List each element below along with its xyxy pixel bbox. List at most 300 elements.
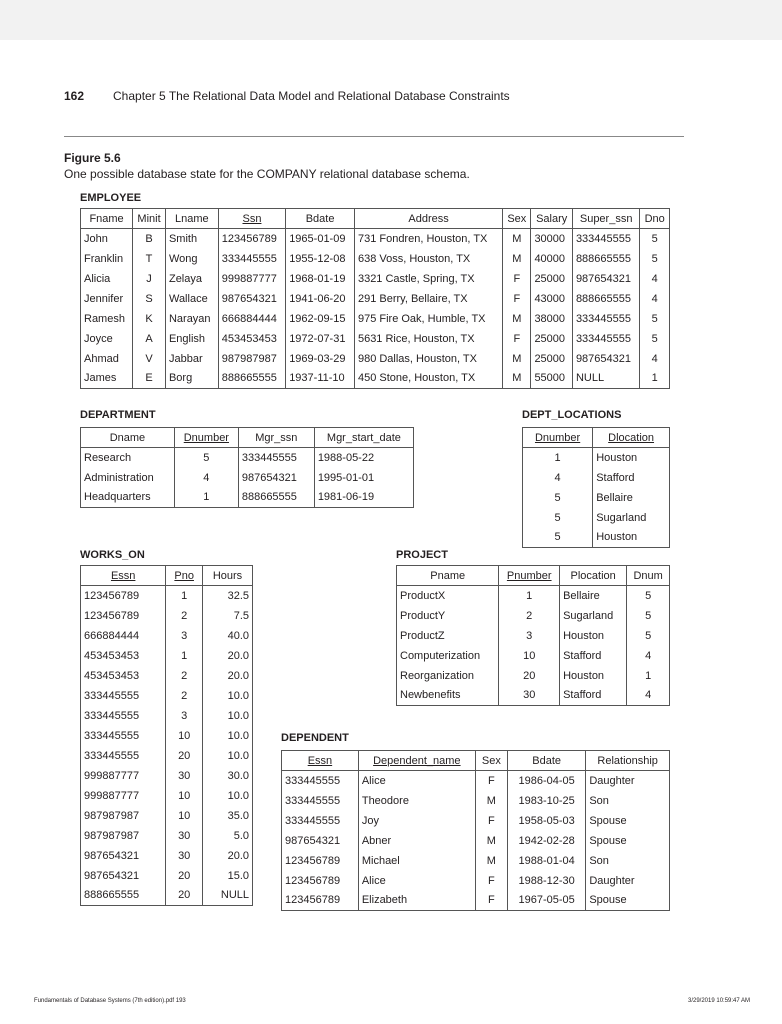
table-cell: 2 [166, 666, 203, 686]
table-cell: 1937-11-10 [286, 369, 355, 389]
table-cell: 453453453 [81, 646, 166, 666]
column-header: Bdate [507, 751, 585, 771]
table-cell: Ahmad [81, 349, 133, 369]
table-cell: 333445555 [81, 726, 166, 746]
table-cell: 5 [627, 606, 670, 626]
table-row [81, 646, 253, 666]
table-cell: 333445555 [572, 229, 639, 249]
table-cell: F [503, 289, 531, 309]
table-cell: 333445555 [282, 791, 359, 811]
table-cell: Smith [165, 229, 218, 249]
header-row [397, 566, 670, 586]
table-cell: Jabbar [165, 349, 218, 369]
table-cell: Joy [358, 811, 475, 831]
header-row [81, 566, 253, 586]
table-cell: 333445555 [572, 329, 639, 349]
column-header: Super_ssn [572, 209, 639, 229]
table-cell: 30 [499, 686, 560, 706]
table-cell: F [475, 891, 507, 911]
table-row [81, 746, 253, 766]
table-cell: 123456789 [282, 851, 359, 871]
column-header: Pname [397, 566, 499, 586]
table-cell: 1 [166, 586, 203, 606]
table-cell: Spouse [586, 811, 670, 831]
table-cell: 43000 [531, 289, 573, 309]
table-row [81, 886, 253, 906]
table-cell: Houston [593, 448, 670, 468]
table-cell: M [475, 851, 507, 871]
table-cell: F [475, 771, 507, 791]
table-row [523, 488, 670, 508]
table-cell: 2 [499, 606, 560, 626]
dependent-table [281, 750, 670, 911]
table-cell: 987654321 [81, 866, 166, 886]
table-cell: 1988-01-04 [507, 851, 585, 871]
table-row [397, 686, 670, 706]
table-cell: 1941-06-20 [286, 289, 355, 309]
table-cell: 5.0 [202, 826, 252, 846]
table-cell: 10.0 [202, 706, 252, 726]
table-cell: 1981-06-19 [314, 488, 413, 508]
table-cell: 4 [627, 646, 670, 666]
table-cell: 10.0 [202, 746, 252, 766]
table-cell: M [503, 369, 531, 389]
table-row [81, 488, 414, 508]
table-cell: Daughter [586, 771, 670, 791]
table-cell: 4 [640, 269, 670, 289]
table-cell: Spouse [586, 891, 670, 911]
table-cell: Ramesh [81, 309, 133, 329]
header-row [81, 209, 670, 229]
table-cell: James [81, 369, 133, 389]
column-header: Ssn [218, 209, 285, 229]
column-header: Dnumber [523, 428, 593, 448]
table-cell: S [133, 289, 166, 309]
table-cell: 1942-02-28 [507, 831, 585, 851]
table-cell: Jennifer [81, 289, 133, 309]
table-cell: Bellaire [560, 586, 627, 606]
table-row [81, 468, 414, 488]
table-cell: 30 [166, 826, 203, 846]
table-cell: V [133, 349, 166, 369]
table-cell: 1 [627, 666, 670, 686]
table-cell: F [503, 329, 531, 349]
table-cell: 3 [499, 626, 560, 646]
column-header: Essn [81, 566, 166, 586]
table-cell: 7.5 [202, 606, 252, 626]
table-cell: 1988-05-22 [314, 448, 413, 468]
table-cell: 10.0 [202, 686, 252, 706]
table-row [397, 586, 670, 606]
table-cell: Michael [358, 851, 475, 871]
table-cell: 638 Voss, Houston, TX [354, 249, 502, 269]
table-row [81, 349, 670, 369]
table-cell: Headquarters [81, 488, 175, 508]
works-on-title: WORKS_ON [80, 549, 145, 561]
table-row [81, 586, 253, 606]
table-cell: Houston [560, 626, 627, 646]
table-row [81, 329, 670, 349]
table-cell: 20.0 [202, 666, 252, 686]
table-cell: 1986-04-05 [507, 771, 585, 791]
table-cell: 5 [523, 528, 593, 548]
table-cell: 30000 [531, 229, 573, 249]
table-cell: 987654321 [238, 468, 314, 488]
table-cell: Borg [165, 369, 218, 389]
table-row [523, 508, 670, 528]
table-cell: 333445555 [81, 686, 166, 706]
table-cell: 666884444 [81, 626, 166, 646]
project-table [396, 565, 670, 706]
table-cell: 1962-09-15 [286, 309, 355, 329]
table-cell: 888665555 [572, 249, 639, 269]
table-cell: 25000 [531, 329, 573, 349]
table-row [81, 786, 253, 806]
table-row [81, 249, 670, 269]
table-cell: 4 [523, 468, 593, 488]
table-cell: 5 [523, 488, 593, 508]
table-cell: 987654321 [572, 349, 639, 369]
table-row [81, 866, 253, 886]
figure-label: Figure 5.6 [64, 151, 121, 165]
table-cell: M [503, 309, 531, 329]
department-table [80, 427, 414, 508]
table-cell: M [503, 229, 531, 249]
table-cell: 15.0 [202, 866, 252, 886]
table-cell: 10 [166, 806, 203, 826]
table-cell: 32.5 [202, 586, 252, 606]
table-row [397, 606, 670, 626]
table-cell: 987987987 [218, 349, 285, 369]
table-cell: 731 Fondren, Houston, TX [354, 229, 502, 249]
table-cell: 25000 [531, 269, 573, 289]
table-cell: 333445555 [572, 309, 639, 329]
table-cell: Sugarland [560, 606, 627, 626]
table-cell: 888665555 [218, 369, 285, 389]
document-page [0, 40, 782, 1024]
table-cell: Research [81, 448, 175, 468]
table-cell: 1968-01-19 [286, 269, 355, 289]
column-header: Dlocation [593, 428, 670, 448]
table-cell: 123456789 [282, 891, 359, 911]
table-cell: 1988-12-30 [507, 871, 585, 891]
dependent-title: DEPENDENT [281, 732, 349, 744]
table-cell: 5 [627, 586, 670, 606]
header-row [81, 428, 414, 448]
table-cell: 999887777 [218, 269, 285, 289]
project-title: PROJECT [396, 549, 448, 561]
table-cell: Alice [358, 871, 475, 891]
table-cell: J [133, 269, 166, 289]
table-cell: F [503, 269, 531, 289]
column-header: Dname [81, 428, 175, 448]
table-row [81, 229, 670, 249]
table-cell: Daughter [586, 871, 670, 891]
dept-locations-title: DEPT_LOCATIONS [522, 409, 622, 421]
table-cell: 3 [166, 626, 203, 646]
table-cell: 1955-12-08 [286, 249, 355, 269]
table-cell: 999887777 [81, 786, 166, 806]
table-row [282, 831, 670, 851]
table-cell: T [133, 249, 166, 269]
table-cell: 1958-05-03 [507, 811, 585, 831]
table-cell: John [81, 229, 133, 249]
table-cell: Newbenefits [397, 686, 499, 706]
column-header: Lname [165, 209, 218, 229]
table-cell: 10.0 [202, 726, 252, 746]
table-cell: 1 [499, 586, 560, 606]
table-cell: F [475, 871, 507, 891]
table-cell: Zelaya [165, 269, 218, 289]
table-row [81, 806, 253, 826]
table-cell: 1972-07-31 [286, 329, 355, 349]
table-row [81, 686, 253, 706]
table-cell: 5631 Rice, Houston, TX [354, 329, 502, 349]
column-header: Plocation [560, 566, 627, 586]
table-cell: 1967-05-05 [507, 891, 585, 911]
table-cell: 888665555 [572, 289, 639, 309]
table-row [81, 269, 670, 289]
table-row [282, 851, 670, 871]
table-row [523, 528, 670, 548]
table-cell: 30.0 [202, 766, 252, 786]
table-cell: Son [586, 851, 670, 871]
table-cell: K [133, 309, 166, 329]
table-row [81, 826, 253, 846]
table-cell: 4 [640, 349, 670, 369]
table-cell: 4 [174, 468, 238, 488]
table-cell: 20.0 [202, 846, 252, 866]
table-cell: 3321 Castle, Spring, TX [354, 269, 502, 289]
employee-table [80, 208, 670, 389]
table-row [81, 606, 253, 626]
table-cell: 123456789 [282, 871, 359, 891]
table-cell: ProductX [397, 586, 499, 606]
table-cell: 40.0 [202, 626, 252, 646]
table-row [282, 771, 670, 791]
table-cell: 1 [174, 488, 238, 508]
table-cell: NULL [572, 369, 639, 389]
table-cell: 987654321 [81, 846, 166, 866]
table-row [81, 309, 670, 329]
table-cell: 20 [166, 886, 203, 906]
table-cell: 10 [166, 726, 203, 746]
column-header: Address [354, 209, 502, 229]
table-cell: 450 Stone, Houston, TX [354, 369, 502, 389]
table-cell: 2 [166, 686, 203, 706]
table-cell: Wallace [165, 289, 218, 309]
column-header: Dno [640, 209, 670, 229]
column-header: Pno [166, 566, 203, 586]
table-cell: 123456789 [81, 606, 166, 626]
table-cell: A [133, 329, 166, 349]
table-row [81, 369, 670, 389]
table-cell: Spouse [586, 831, 670, 851]
table-cell: 1 [523, 448, 593, 468]
table-cell: Administration [81, 468, 175, 488]
table-cell: Franklin [81, 249, 133, 269]
chapter-title: Chapter 5 The Relational Data Model and Relational Database Constraints [113, 89, 510, 103]
table-cell: 333445555 [282, 771, 359, 791]
table-cell: 333445555 [282, 811, 359, 831]
header-row [523, 428, 670, 448]
footer-left: Fundamentals of Database Systems (7th edition).pdf 193 [34, 998, 186, 1004]
table-cell: Theodore [358, 791, 475, 811]
table-cell: Alice [358, 771, 475, 791]
table-cell: 5 [640, 329, 670, 349]
table-cell: 1 [166, 646, 203, 666]
table-cell: 20.0 [202, 646, 252, 666]
table-cell: 333445555 [81, 706, 166, 726]
table-cell: 666884444 [218, 309, 285, 329]
table-cell: 35.0 [202, 806, 252, 826]
table-cell: 20 [499, 666, 560, 686]
works-on-table [80, 565, 253, 906]
table-cell: Houston [560, 666, 627, 686]
column-header: Minit [133, 209, 166, 229]
table-cell: 999887777 [81, 766, 166, 786]
table-cell: 38000 [531, 309, 573, 329]
column-header: Salary [531, 209, 573, 229]
dept-locations-table [522, 427, 670, 548]
table-cell: 1965-01-09 [286, 229, 355, 249]
table-row [81, 726, 253, 746]
table-cell: 30 [166, 846, 203, 866]
column-header: Fname [81, 209, 133, 229]
table-row [81, 766, 253, 786]
table-cell: Bellaire [593, 488, 670, 508]
table-cell: 975 Fire Oak, Humble, TX [354, 309, 502, 329]
figure-caption: One possible database state for the COMPANY relational database schema. [64, 167, 470, 181]
table-cell: 987987987 [81, 806, 166, 826]
table-cell: 1 [640, 369, 670, 389]
table-cell: 3 [166, 706, 203, 726]
table-cell: 888665555 [238, 488, 314, 508]
table-row [81, 666, 253, 686]
table-cell: 30 [166, 766, 203, 786]
table-cell: 333445555 [81, 746, 166, 766]
table-cell: 4 [627, 686, 670, 706]
department-title: DEPARTMENT [80, 409, 156, 421]
footer-right: 3/29/2019 10:59:47 AM [688, 998, 751, 1004]
table-cell: 1995-01-01 [314, 468, 413, 488]
table-cell: Computerization [397, 646, 499, 666]
table-cell: Stafford [593, 468, 670, 488]
table-cell: Stafford [560, 646, 627, 666]
table-row [397, 646, 670, 666]
table-cell: E [133, 369, 166, 389]
table-row [81, 448, 414, 468]
table-cell: Son [586, 791, 670, 811]
column-header: Dnum [627, 566, 670, 586]
table-cell: Alicia [81, 269, 133, 289]
table-cell: 5 [627, 626, 670, 646]
table-row [282, 891, 670, 911]
table-cell: 5 [640, 229, 670, 249]
table-row [523, 468, 670, 488]
column-header: Essn [282, 751, 359, 771]
table-cell: M [475, 791, 507, 811]
table-cell: M [503, 349, 531, 369]
table-row [81, 846, 253, 866]
table-row [282, 871, 670, 891]
table-cell: 20 [166, 866, 203, 886]
table-cell: 291 Berry, Bellaire, TX [354, 289, 502, 309]
column-header: Dependent_name [358, 751, 475, 771]
column-header: Mgr_ssn [238, 428, 314, 448]
table-cell: ProductY [397, 606, 499, 626]
table-cell: 5 [174, 448, 238, 468]
table-cell: Stafford [560, 686, 627, 706]
column-header: Dnumber [174, 428, 238, 448]
table-cell: 10 [499, 646, 560, 666]
table-cell: Sugarland [593, 508, 670, 528]
table-cell: 333445555 [238, 448, 314, 468]
table-row [282, 791, 670, 811]
table-cell: B [133, 229, 166, 249]
page-number: 162 [64, 89, 85, 103]
table-cell: 25000 [531, 349, 573, 369]
table-cell: 987654321 [218, 289, 285, 309]
table-cell: 123456789 [81, 586, 166, 606]
table-cell: 1969-03-29 [286, 349, 355, 369]
table-row [397, 626, 670, 646]
table-cell: M [475, 831, 507, 851]
column-header: Bdate [286, 209, 355, 229]
table-cell: 333445555 [218, 249, 285, 269]
table-cell: 980 Dallas, Houston, TX [354, 349, 502, 369]
column-header: Pnumber [499, 566, 560, 586]
header-row [282, 751, 670, 771]
table-cell: 4 [640, 289, 670, 309]
column-header: Relationship [586, 751, 670, 771]
table-cell: 987654321 [282, 831, 359, 851]
table-row [81, 706, 253, 726]
table-cell: Elizabeth [358, 891, 475, 911]
table-cell: 2 [166, 606, 203, 626]
table-cell: M [503, 249, 531, 269]
table-cell: 453453453 [81, 666, 166, 686]
table-cell: ProductZ [397, 626, 499, 646]
table-cell: 10.0 [202, 786, 252, 806]
table-row [81, 289, 670, 309]
table-cell: 5 [640, 249, 670, 269]
header-rule [64, 136, 684, 137]
table-cell: Abner [358, 831, 475, 851]
table-cell: Joyce [81, 329, 133, 349]
table-cell: 40000 [531, 249, 573, 269]
table-cell: 987987987 [81, 826, 166, 846]
table-cell: NULL [202, 886, 252, 906]
column-header: Mgr_start_date [314, 428, 413, 448]
table-cell: English [165, 329, 218, 349]
table-cell: 123456789 [218, 229, 285, 249]
table-row [397, 666, 670, 686]
table-cell: 20 [166, 746, 203, 766]
table-row [523, 448, 670, 468]
table-row [81, 626, 253, 646]
table-cell: Reorganization [397, 666, 499, 686]
table-cell: Houston [593, 528, 670, 548]
table-cell: 5 [640, 309, 670, 329]
table-cell: 1983-10-25 [507, 791, 585, 811]
employee-title: EMPLOYEE [80, 192, 142, 204]
column-header: Hours [202, 566, 252, 586]
table-row [282, 811, 670, 831]
table-cell: 5 [523, 508, 593, 528]
table-cell: 888665555 [81, 886, 166, 906]
table-cell: 10 [166, 786, 203, 806]
